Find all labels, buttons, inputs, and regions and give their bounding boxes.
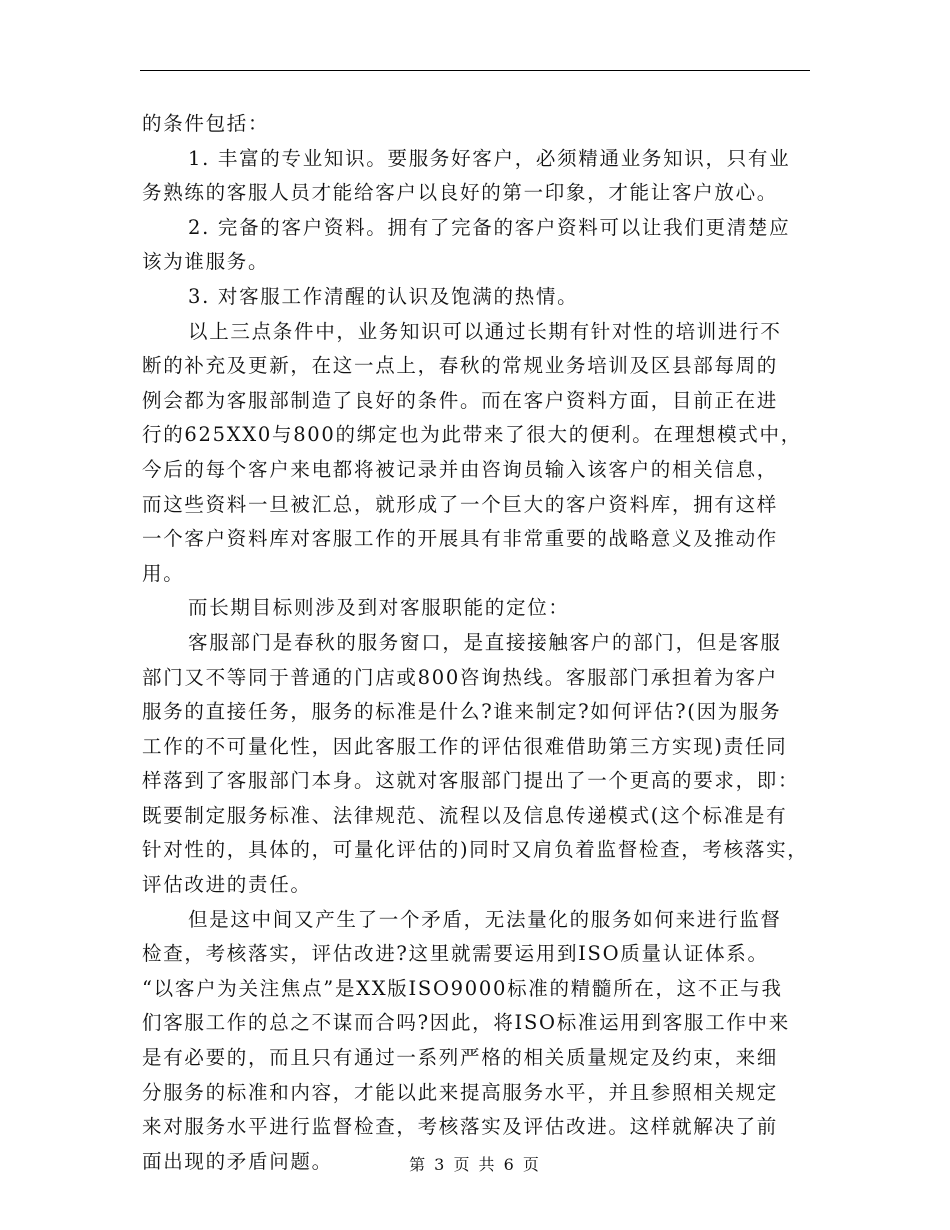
text-line: 而这些资料一旦被汇总，就形成了一个巨大的客户资料库，拥有这样	[142, 492, 779, 516]
list-item-3: 3. 对客服工作清醒的认识及饱满的热情。	[188, 284, 579, 308]
text-line: 检查，考核落实，评估改进?这里就需要运用到ISO质量认证体系。	[142, 942, 769, 966]
text-line: 的条件包括：	[142, 112, 270, 135]
page-number-footer: 第 3 页 共 6 页	[409, 1155, 541, 1174]
text-line: 部门又不等同于普通的门店或800咨询热线。客服部门承担着为客户	[142, 665, 778, 689]
text-line: 分服务的标准和内容，才能以此来提高服务水平，并且参照相关规定	[142, 1080, 779, 1104]
text-line: 样落到了客服部门本身。这就对客服部门提出了一个更高的要求，即：	[142, 769, 800, 793]
text-line: 一个客户资料库对客服工作的开展具有非常重要的战略意义及推动作	[142, 527, 779, 551]
text-line: 面出现的矛盾问题。	[142, 1149, 333, 1173]
text-line: 针对性的，具体的，可量化评估的)同时又肩负着监督检查，考核落实，	[142, 838, 809, 862]
text-line: 们客服工作的总之不谋而合吗?因此，将ISO标准运用到客服工作中来	[142, 1011, 790, 1035]
text-line: 服务的直接任务，服务的标准是什么?谁来制定?如何评估?(因为服务	[142, 700, 782, 724]
text-line: 行的625XX0与800的绑定也为此带来了很大的便利。在理想模式中，	[142, 423, 802, 447]
list-item-2: 2. 完备的客户资料。拥有了完备的客户资料可以让我们更清楚应	[188, 215, 791, 239]
text-line: 工作的不可量化性，因此客服工作的评估很难借助第三方实现)责任同	[142, 734, 788, 758]
text-line: 是有必要的，而且只有通过一系列严格的相关质量规定及约束，来细	[142, 1046, 779, 1070]
paragraph-start: 但是这中间又产生了一个矛盾，无法量化的服务如何来进行监督	[188, 907, 782, 931]
text-line: 务熟练的客服人员才能给客户以良好的第一印象，才能让客户放心。	[142, 181, 779, 205]
text-line: 该为谁服务。	[142, 250, 270, 274]
text-line: 来对服务水平进行监督检查，考核落实及评估改进。这样就解决了前	[142, 1115, 779, 1139]
text-line: 今后的每个客户来电都将被记录并由咨询员输入该客户的相关信息，	[142, 457, 779, 481]
text-line: 用。	[142, 561, 185, 585]
text-line: “以客户为关注焦点”是XX版ISO9000标准的精髓所在，这不正与我	[142, 976, 783, 1000]
text-line: 例会都为客服部制造了良好的条件。而在客户资料方面，目前正在进	[142, 388, 779, 412]
text-line: 评估改进的责任。	[142, 873, 312, 897]
document-body	[142, 107, 817, 1179]
text-line: 既要制定服务标准、法律规范、流程以及信息传递模式(这个标准是有	[142, 803, 788, 827]
header-rule	[140, 70, 810, 71]
paragraph-start: 客服部门是春秋的服务窗口，是直接接触客户的部门，但是客服	[188, 630, 782, 654]
paragraph-start: 而长期目标则涉及到对客服职能的定位：	[188, 596, 570, 620]
list-item-1: 1. 丰富的专业知识。要服务好客户，必须精通业务知识，只有业	[188, 146, 791, 170]
paragraph-start: 以上三点条件中，业务知识可以通过长期有针对性的培训进行不	[188, 319, 782, 343]
text-line: 断的补充及更新，在这一点上，春秋的常规业务培训及区县部每周的	[142, 354, 779, 378]
